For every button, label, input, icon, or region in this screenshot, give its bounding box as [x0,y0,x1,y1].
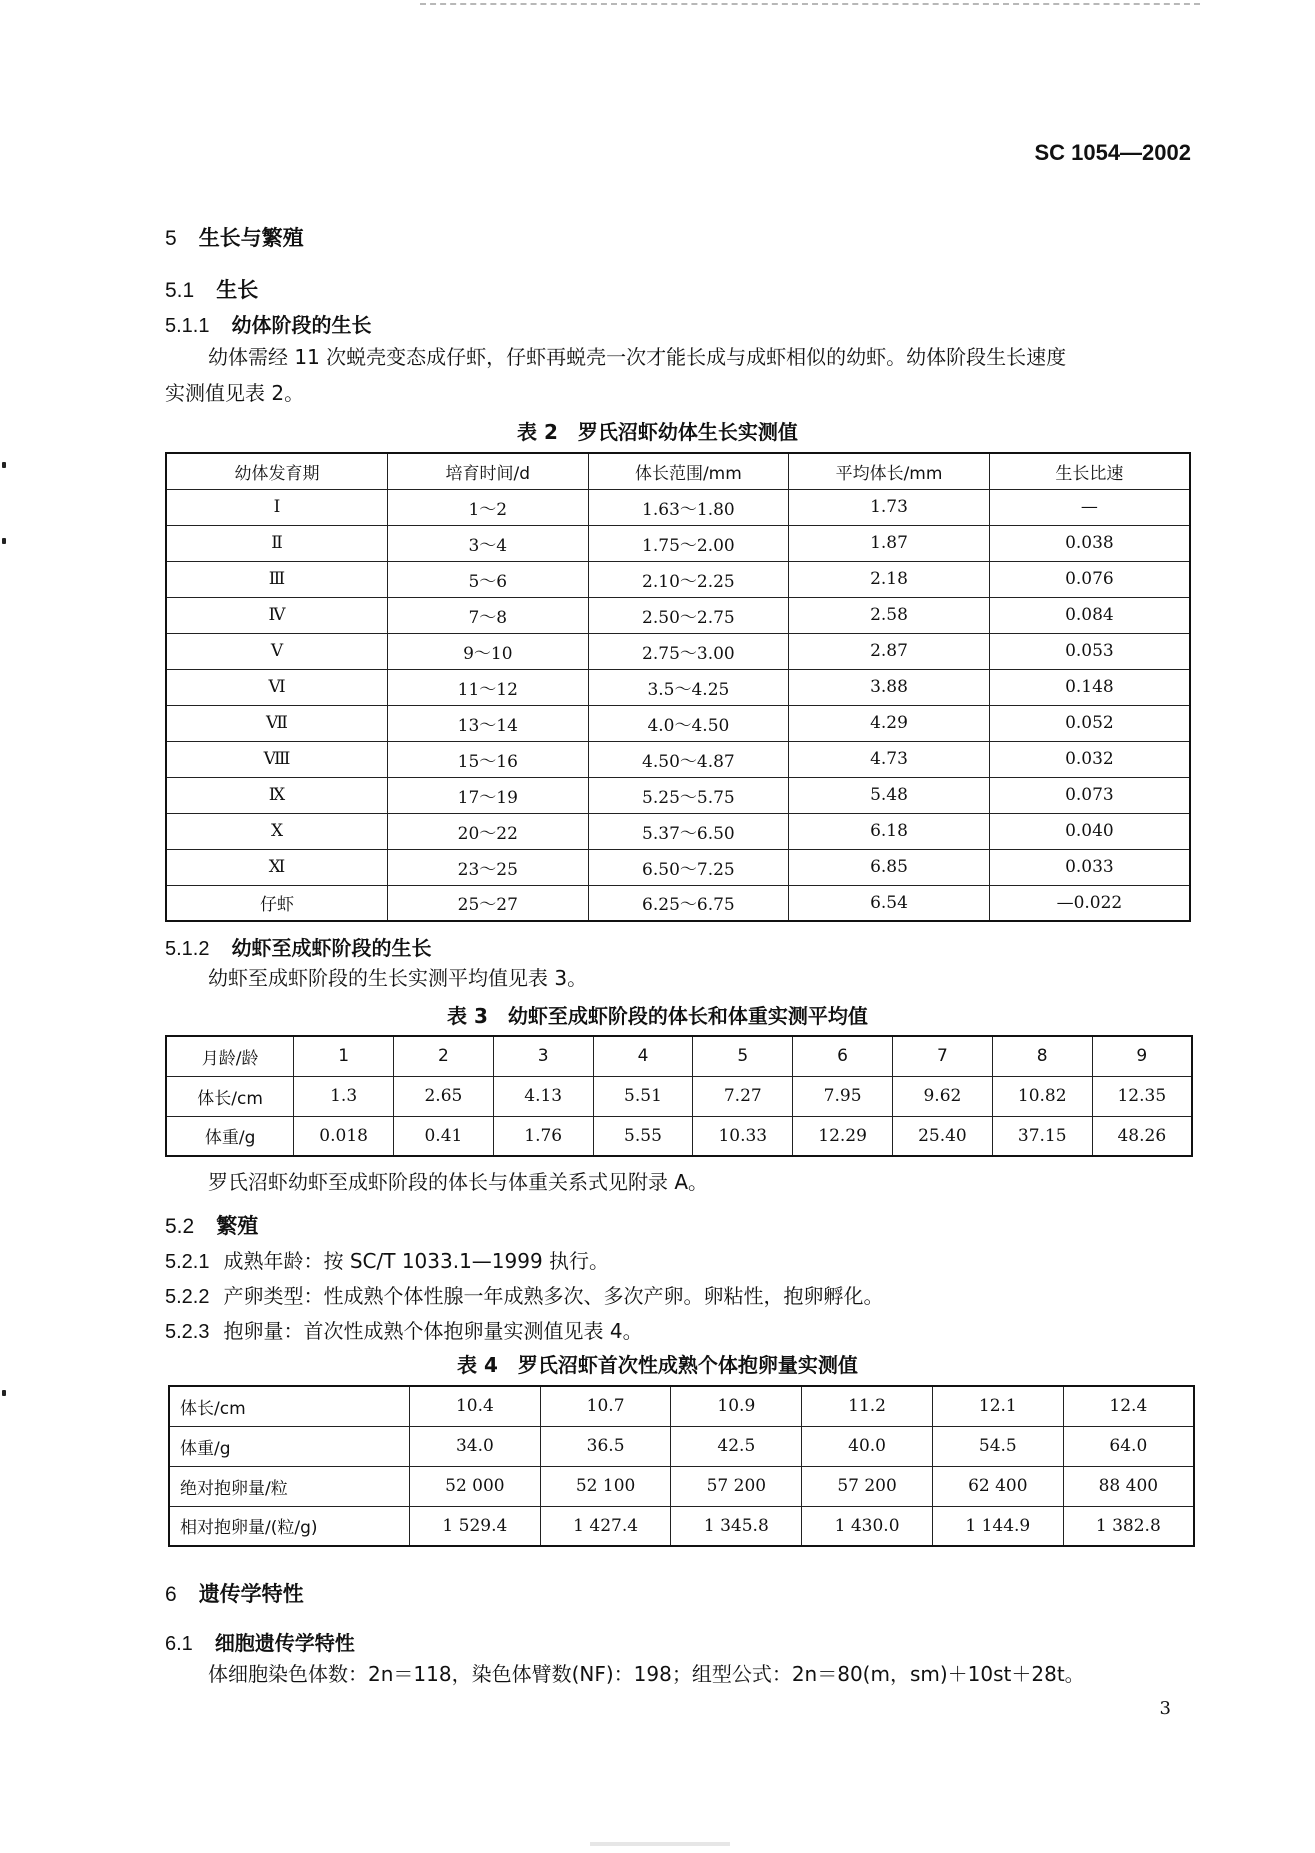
section-number: 5.2 [165,1215,195,1238]
section-6-heading [165,1578,304,1608]
column-header: 9 [1092,1036,1192,1076]
table-cell: 23～25 [388,849,589,885]
section-number: 6 [165,1583,177,1606]
table-cell: 1 430.0 [802,1506,933,1546]
table-cell: 13～14 [388,705,589,741]
section-title: 幼体阶段的生长 [231,313,372,337]
section-number: 6.1 [165,1633,193,1655]
table-cell: 4.0～4.50 [588,705,789,741]
table-cell: 1.76 [493,1116,593,1156]
table-cell: 9～10 [388,633,589,669]
table-cell: 0.084 [989,597,1190,633]
table-cell: 12.35 [1092,1076,1192,1116]
column-header: 体长范围/mm [588,453,789,489]
table-cell: Ⅴ [166,633,388,669]
table-cell: 34.0 [410,1426,541,1466]
table-cell: 6.18 [789,813,990,849]
table-cell: 62 400 [932,1466,1063,1506]
section-5-1-2-heading [165,932,431,961]
table-cell: 3.5～4.25 [588,669,789,705]
table-row [166,705,1190,741]
column-header: 4 [593,1036,693,1076]
table-cell: 9.62 [893,1076,993,1116]
table-3 [165,1035,1193,1157]
row-header: 相对抱卵量/(粒/g) [169,1506,410,1546]
table-cell: 25.40 [893,1116,993,1156]
scan-speck [2,462,6,468]
column-header: 3 [493,1036,593,1076]
table-cell: — [989,489,1190,525]
table-cell: 5～6 [388,561,589,597]
section-number: 5.1 [165,279,195,302]
table-cell: 2.58 [789,597,990,633]
scan-speck [2,538,6,544]
section-5-1-heading [165,274,258,304]
table-cell: Ⅷ [166,741,388,777]
table-row [166,633,1190,669]
row-header: 绝对抱卵量/粒 [169,1466,410,1506]
table-cell: 10.4 [410,1386,541,1426]
clause-5-2-2 [165,1280,883,1309]
table-cell: Ⅰ [166,489,388,525]
table-cell: 1.63～1.80 [588,489,789,525]
paragraph-5-1-1-line2: 实测值见表 2。 [165,381,305,405]
table-cell: 4.50～4.87 [588,741,789,777]
table-cell: 5.48 [789,777,990,813]
table-2-caption: 表 2 罗氏沼虾幼体生长实测值 [517,420,798,444]
table-cell: 1 382.8 [1063,1506,1194,1546]
table-row [166,1076,1192,1116]
clause-text: 抱卵量：首次性成熟个体抱卵量实测值见表 4。 [223,1319,643,1343]
table-cell: 3.88 [789,669,990,705]
section-5-2-heading [165,1210,258,1240]
table-cell: 0.41 [394,1116,494,1156]
scan-speck [2,1390,6,1396]
table-cell: 10.82 [992,1076,1092,1116]
clause-number: 5.2.3 [165,1321,210,1343]
table-cell: 0.053 [989,633,1190,669]
section-number: 5.1.1 [165,315,210,337]
page-number: 3 [1159,1698,1171,1719]
table-header-row [166,1036,1192,1076]
table-cell: 42.5 [671,1426,802,1466]
column-header: 幼体发育期 [166,453,388,489]
table-row [166,885,1190,921]
table-cell: 0.148 [989,669,1190,705]
section-5-1-1-heading [165,309,371,338]
table-row [169,1426,1194,1466]
row-header: 体长/cm [166,1076,294,1116]
table-row [169,1466,1194,1506]
section-title: 遗传学特性 [198,1582,304,1606]
document-code: SC 1054—2002 [1034,140,1191,165]
table-cell: 17～19 [388,777,589,813]
table-cell: 52 100 [540,1466,671,1506]
table-cell: 1～2 [388,489,589,525]
column-header: 7 [893,1036,993,1076]
table-cell: 25～27 [388,885,589,921]
table-cell: 11～12 [388,669,589,705]
table-cell: 7.95 [793,1076,893,1116]
table-cell: 12.1 [932,1386,1063,1426]
table-cell: 3～4 [388,525,589,561]
table-row [169,1506,1194,1546]
table-cell: 0.052 [989,705,1190,741]
section-title: 细胞遗传学特性 [214,1631,355,1655]
clause-5-2-3 [165,1315,643,1344]
clause-number: 5.2.1 [165,1251,210,1273]
table-cell: 2.10～2.25 [588,561,789,597]
table-cell: Ⅵ [166,669,388,705]
table-cell: 6.85 [789,849,990,885]
table-cell: Ⅺ [166,849,388,885]
clause-number: 5.2.2 [165,1286,210,1308]
column-header: 1 [294,1036,394,1076]
table-row [166,849,1190,885]
table-cell: Ⅶ [166,705,388,741]
row-header: 体重/g [166,1116,294,1156]
paragraph-5-1-1-line1: 幼体需经 11 次蜕壳变态成仔虾，仔虾再蜕壳一次才能长成与成虾相似的幼虾。幼体阶段生长速度 [208,345,1067,369]
paragraph-after-table-3: 罗氏沼虾幼虾至成虾阶段的体长与体重关系式见附录 A。 [208,1170,709,1194]
table-cell: 1.87 [789,525,990,561]
table-cell: 48.26 [1092,1116,1192,1156]
table-cell: 10.33 [693,1116,793,1156]
section-title: 生长 [216,278,259,302]
table-cell: 5.55 [593,1116,693,1156]
table-cell: 1.73 [789,489,990,525]
table-cell: 5.37～6.50 [588,813,789,849]
table-cell: 2.75～3.00 [588,633,789,669]
column-header: 月龄/龄 [166,1036,294,1076]
table-header-row [166,453,1190,489]
table-cell: 仔虾 [166,885,388,921]
table-cell: 5.51 [593,1076,693,1116]
row-header: 体重/g [169,1426,410,1466]
column-header: 5 [693,1036,793,1076]
table-row [169,1386,1194,1426]
table-cell: 0.033 [989,849,1190,885]
table-row [166,561,1190,597]
clause-text: 产卵类型：性成熟个体性腺一年成熟多次、多次产卵。卵粘性，抱卵孵化。 [223,1284,884,1308]
table-cell: 0.076 [989,561,1190,597]
table-row [166,489,1190,525]
column-header: 生长比速 [989,453,1190,489]
table-2 [165,452,1191,922]
table-cell: Ⅹ [166,813,388,849]
table-cell: 10.7 [540,1386,671,1426]
table-cell: 40.0 [802,1426,933,1466]
table-row [166,669,1190,705]
table-row [166,813,1190,849]
table-cell: 2.87 [789,633,990,669]
table-cell: 36.5 [540,1426,671,1466]
table-4-caption: 表 4 罗氏沼虾首次性成熟个体抱卵量实测值 [457,1353,858,1377]
table-cell: Ⅸ [166,777,388,813]
table-cell: 1 144.9 [932,1506,1063,1546]
paragraph-6-1: 体细胞染色体数：2n＝118，染色体臂数(NF)：198；组型公式：2n＝80(m，sm)＋10st＋28t。 [208,1662,1085,1686]
table-cell: 6.25～6.75 [588,885,789,921]
section-title: 繁殖 [216,1214,259,1238]
table-cell: 2.50～2.75 [588,597,789,633]
table-cell: 4.29 [789,705,990,741]
table-cell: 4.13 [493,1076,593,1116]
table-cell: 1.75～2.00 [588,525,789,561]
table-cell: 6.54 [789,885,990,921]
table-cell: 12.29 [793,1116,893,1156]
section-number: 5.1.2 [165,938,210,960]
table-row [166,597,1190,633]
table-cell: 6.50～7.25 [588,849,789,885]
table-cell: 0.040 [989,813,1190,849]
table-cell: 20～22 [388,813,589,849]
table-cell: 88 400 [1063,1466,1194,1506]
column-header: 8 [992,1036,1092,1076]
table-cell: 52 000 [410,1466,541,1506]
section-5-heading [165,222,304,252]
table-cell: 4.73 [789,741,990,777]
table-cell: 57 200 [671,1466,802,1506]
table-cell: 1 427.4 [540,1506,671,1546]
table-cell: 11.2 [802,1386,933,1426]
table-cell: 2.65 [394,1076,494,1116]
table-4 [168,1385,1195,1547]
table-cell: 64.0 [1063,1426,1194,1466]
column-header: 2 [394,1036,494,1076]
table-3-caption: 表 3 幼虾至成虾阶段的体长和体重实测平均值 [447,1004,868,1028]
top-scan-rule [420,3,1200,5]
clause-text: 成熟年龄：按 SC/T 1033.1—1999 执行。 [223,1249,610,1273]
table-cell: 10.9 [671,1386,802,1426]
table-cell: —0.022 [989,885,1190,921]
section-6-1-heading [165,1627,355,1656]
column-header: 培育时间/d [388,453,589,489]
row-header: 体长/cm [169,1386,410,1426]
table-cell: 54.5 [932,1426,1063,1466]
column-header: 6 [793,1036,893,1076]
table-row [166,525,1190,561]
table-cell: 1 345.8 [671,1506,802,1546]
table-cell: 0.032 [989,741,1190,777]
table-cell: 1 529.4 [410,1506,541,1546]
table-cell: 37.15 [992,1116,1092,1156]
table-cell: 15～16 [388,741,589,777]
table-row [166,777,1190,813]
table-cell: Ⅳ [166,597,388,633]
table-cell: 0.018 [294,1116,394,1156]
table-cell: Ⅱ [166,525,388,561]
table-cell: 0.073 [989,777,1190,813]
table-cell: Ⅲ [166,561,388,597]
section-number: 5 [165,227,177,250]
table-cell: 7.27 [693,1076,793,1116]
section-title: 生长与繁殖 [198,226,304,250]
column-header: 平均体长/mm [789,453,990,489]
scan-smudge [590,1842,730,1846]
table-cell: 5.25～5.75 [588,777,789,813]
section-title: 幼虾至成虾阶段的生长 [231,936,432,960]
table-cell: 0.038 [989,525,1190,561]
table-cell: 7～8 [388,597,589,633]
table-cell: 12.4 [1063,1386,1194,1426]
table-cell: 1.3 [294,1076,394,1116]
paragraph-5-1-2: 幼虾至成虾阶段的生长实测平均值见表 3。 [208,966,588,990]
table-row [166,1116,1192,1156]
table-row [166,741,1190,777]
table-cell: 2.18 [789,561,990,597]
table-cell: 57 200 [802,1466,933,1506]
clause-5-2-1 [165,1245,609,1274]
